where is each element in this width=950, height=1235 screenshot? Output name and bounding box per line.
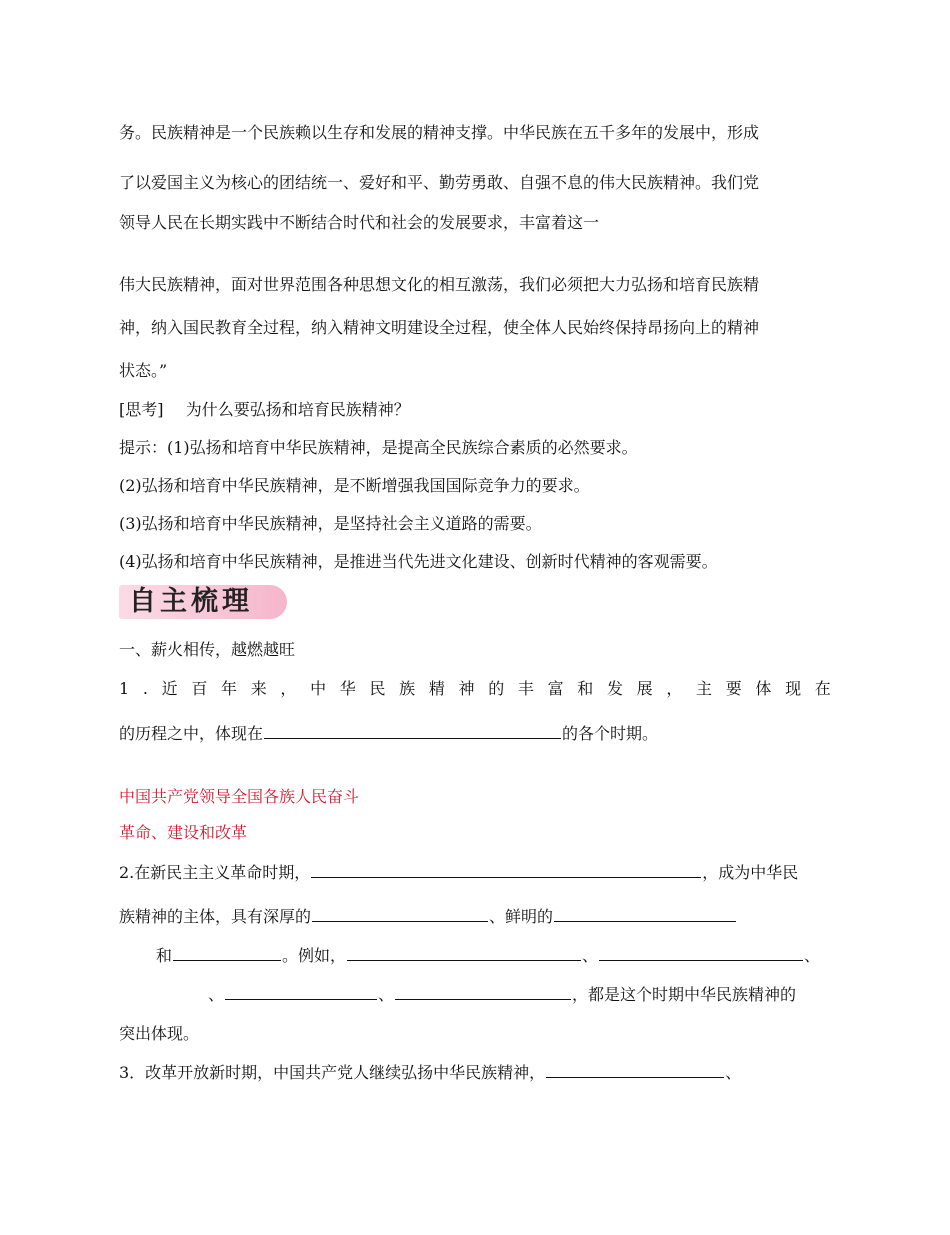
q1-char: 的 (488, 679, 505, 698)
section-heading: 一、薪火相传，越燃越旺 (119, 640, 296, 659)
passage-line-4: 伟大民族精神，面对世界范围各种思想文化的相互激荡，我们必须把大力弘扬和培育民族精 (119, 275, 760, 294)
q1-line-2 (119, 722, 658, 744)
q1-char: 丰 (517, 679, 534, 698)
q2-line2-a: 族精神的主体，具有深厚的 (119, 907, 312, 926)
q2-line-4 (208, 983, 796, 1005)
q1-char: 来 (250, 679, 267, 698)
passage-line-6: 状态。” (119, 361, 168, 380)
passage-line-3: 领导人民在长期实践中不断结合时代和社会的发展要求，丰富着这一 (119, 213, 600, 232)
q2-line4-end: ，都是这个时期中华民族精神的 (572, 985, 797, 1004)
q2-sep-1: 、 (582, 946, 599, 965)
think-question: 为什么要弘扬和培育民族精神？ (185, 400, 410, 419)
q2-blank-8[interactable] (395, 983, 571, 1000)
hint-line-4: (4)弘扬和培育中华民族精神，是推进当代先进文化建设、创新时代精神的客观需要。 (119, 552, 718, 571)
q1-char: 年 (221, 679, 238, 698)
q2-line-2 (119, 905, 737, 927)
q1-char: 民 (369, 679, 386, 698)
hint-line-1: 提示：(1)弘扬和培育中华民族精神，是提高全民族综合素质的必然要求。 (119, 438, 638, 457)
section-banner (119, 585, 287, 619)
q1-char: 富 (547, 679, 564, 698)
q2-blank-2[interactable] (312, 905, 488, 922)
passage-line-5: 神，纳入国民教育全过程，纳入精神文明建设全过程，使全体人民始终保持昂扬向上的精神 (119, 318, 760, 337)
q1-char: 和 (577, 679, 594, 698)
q3-line-1 (119, 1061, 741, 1083)
q2-line-1 (119, 861, 798, 883)
q1-char: 展 (636, 679, 653, 698)
q2-line3-a: 和 (156, 946, 173, 965)
hint-line-2: (2)弘扬和培育中华民族精神，是不断增强我国国际竞争力的要求。 (119, 476, 590, 495)
q1-char: 在 (814, 679, 831, 698)
q1-char: . (142, 679, 148, 698)
think-line (119, 400, 410, 420)
q2-blank-4[interactable] (173, 944, 281, 961)
q2-sep-3: 、 (208, 985, 225, 1004)
q1-char: 体 (755, 679, 772, 698)
q1-char: ， (666, 679, 683, 698)
q1-char: ， (280, 679, 297, 698)
passage-line-1: 务。民族精神是一个民族赖以生存和发展的精神支撑。中华民族在五千多年的发展中，形成 (119, 123, 760, 142)
q2-blank-3[interactable] (554, 905, 736, 922)
q2-blank-7[interactable] (225, 983, 377, 1000)
q2-line1-suffix: ，成为中华民 (702, 863, 799, 882)
q1-char: 华 (339, 679, 356, 698)
q1-char: 中 (310, 679, 327, 698)
q1-blank-1[interactable] (264, 722, 561, 739)
q2-blank-5[interactable] (347, 944, 581, 961)
q2-line-3 (156, 944, 820, 966)
q1-line-1 (119, 679, 831, 699)
q1-char: 百 (191, 679, 208, 698)
q2-line2-b: 、鲜明的 (489, 907, 554, 926)
q1-suffix: 的各个时期。 (562, 724, 659, 743)
q1-prefix: 的历程之中，体现在 (119, 724, 264, 743)
q3-suffix: 、 (725, 1063, 742, 1082)
q1-char: 主 (696, 679, 713, 698)
q1-char: 1 (119, 679, 130, 698)
q1-char: 精 (428, 679, 445, 698)
think-label: [思考] (119, 400, 164, 419)
q3-blank-1[interactable] (546, 1061, 724, 1078)
q2-prefix: 2.在新民主主义革命时期， (119, 863, 311, 882)
q2-sep-4: 、 (378, 985, 395, 1004)
q1-char: 族 (399, 679, 416, 698)
q1-char: 神 (458, 679, 475, 698)
q3-prefix: 3．改革开放新时期，中国共产党人继续弘扬中华民族精神， (119, 1063, 546, 1082)
q2-line3-b: 。例如， (282, 946, 347, 965)
q1-answer-1: 中国共产党领导全国各族人民奋斗 (119, 787, 360, 806)
q2-blank-6[interactable] (599, 944, 803, 961)
q1-char: 现 (785, 679, 802, 698)
passage-line-2: 了以爱国主义为核心的团结统一、爱好和平、勤劳勇敢、自强不息的伟大民族精神。我们党 (119, 173, 760, 192)
q1-char: 近 (161, 679, 178, 698)
q1-answer-2: 革命、建设和改革 (119, 823, 248, 842)
q2-blank-1[interactable] (311, 861, 701, 878)
q2-line-5: 突出体现。 (119, 1024, 200, 1043)
q2-sep-2: 、 (804, 946, 821, 965)
q1-char: 要 (725, 679, 742, 698)
hint-line-3: (3)弘扬和培育中华民族精神，是坚持社会主义道路的需要。 (119, 514, 542, 533)
section-banner-title: 自主梳理 (129, 586, 253, 617)
q1-char: 发 (606, 679, 623, 698)
